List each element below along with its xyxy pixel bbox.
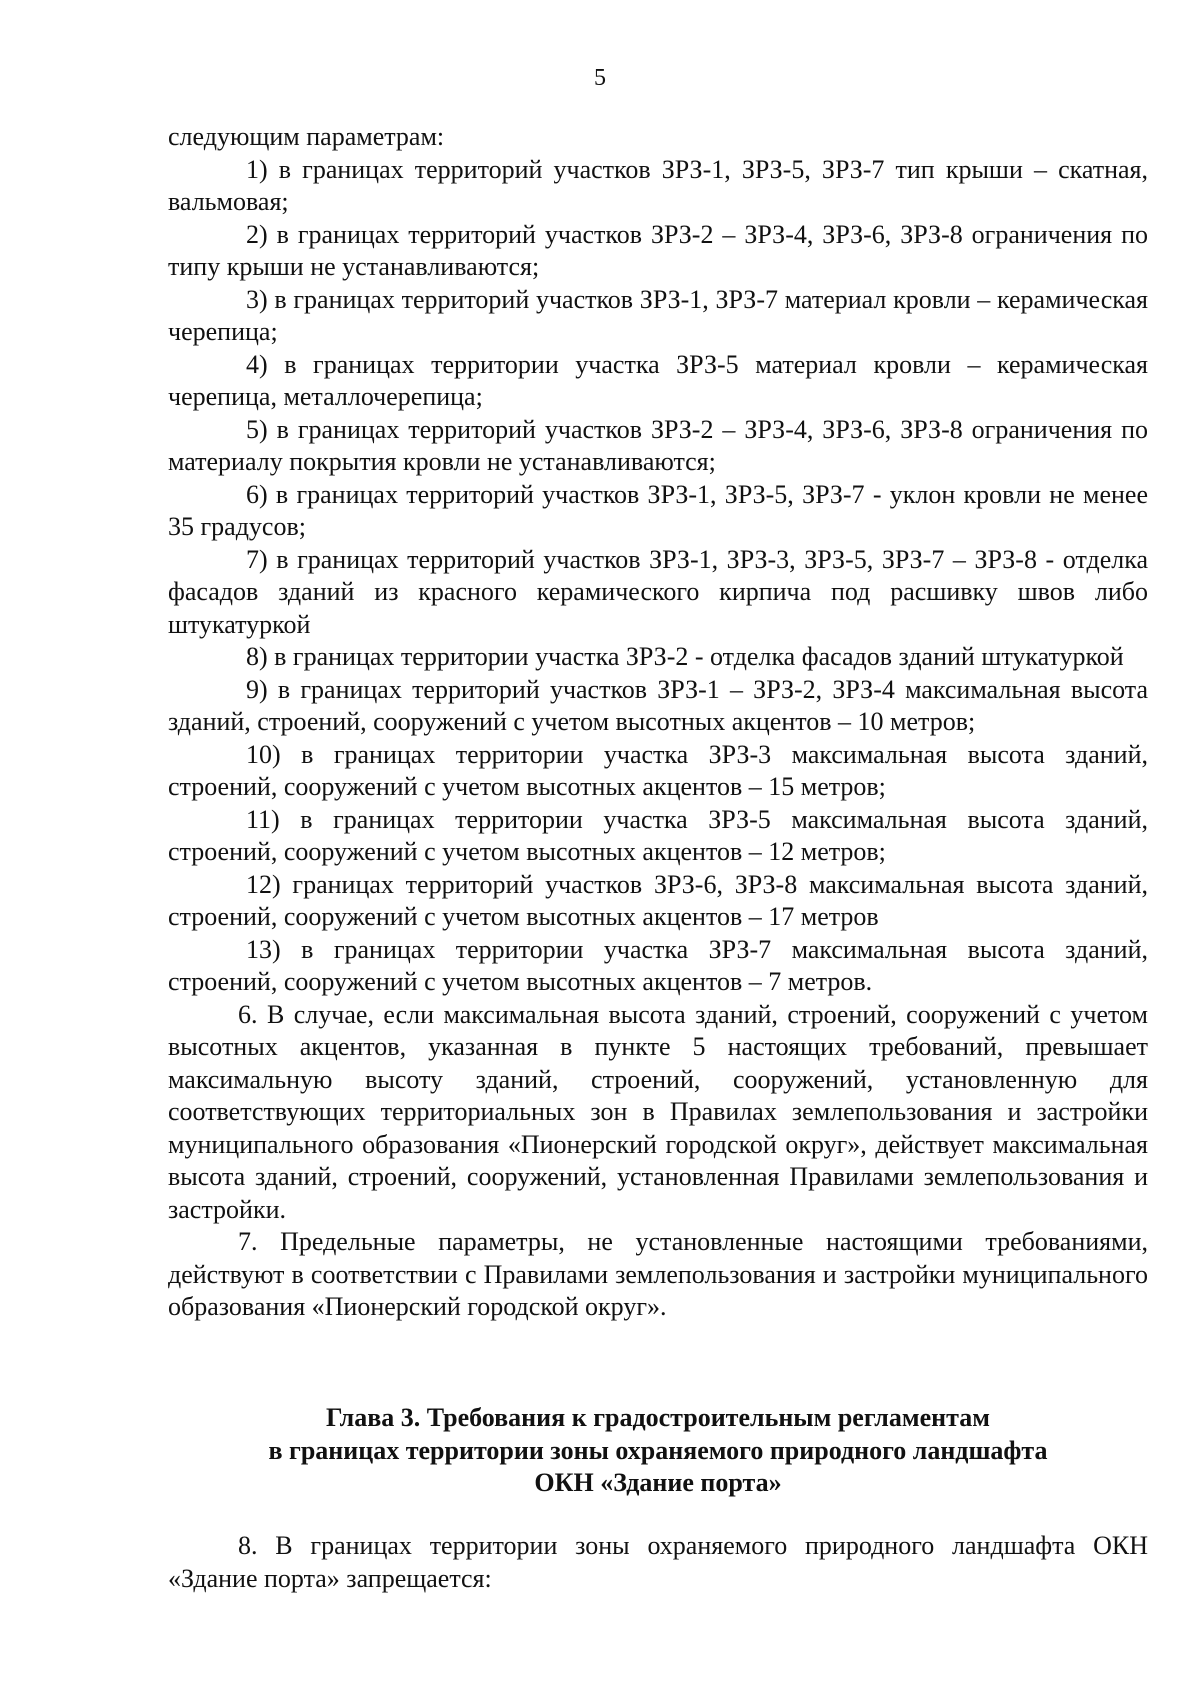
requirements-list bbox=[168, 121, 1148, 1324]
list-item: 9) в границах территорий участков ЗРЗ-1 – ЗРЗ-2, ЗРЗ-4 максимальная высота зданий, строений, сооружений с учетом высотных акцентов – 10 метров; bbox=[168, 674, 1148, 736]
chapter-heading bbox=[168, 1402, 1148, 1500]
page-number: 5 bbox=[594, 65, 606, 91]
chapter-body bbox=[168, 1530, 1148, 1595]
paragraph-8: 8. В границах территории зоны охраняемого природного ландшафта ОКН «Здание порта» запрещается: bbox=[168, 1531, 1148, 1593]
list-item: 11) в границах территории участка ЗРЗ-5 максимальная высота зданий, строений, сооружений с учетом высотных акцентов – 12 метров; bbox=[168, 804, 1148, 866]
list-item: 4) в границах территории участка ЗРЗ-5 материал кровли – керамическая черепица, металлочерепица; bbox=[168, 349, 1148, 411]
list-item: 6) в границах территорий участков ЗРЗ-1, ЗРЗ-5, ЗРЗ-7 - уклон кровли не менее 35 градусов; bbox=[168, 479, 1148, 541]
list-item: 1) в границах территорий участков ЗРЗ-1, ЗРЗ-5, ЗРЗ-7 тип крыши – скатная, вальмовая; bbox=[168, 154, 1148, 216]
list-item: 10) в границах территории участка ЗРЗ-3 максимальная высота зданий, строений, сооружений с учетом высотных акцентов – 15 метров; bbox=[168, 739, 1148, 801]
paragraph-6: 6. В случае, если максимальная высота зданий, строений, сооружений с учетом высотных акцентов, указанная в пункте 5 настоящих требований, превышает максимальную высоту зданий, строений, сооружений, установленную для соответствующих территориальных зон в Правилах землепользования и застройки муниципального образования «Пионерский городской округ», действует максимальная высота зданий, строений, сооружений, установленная Правилами землепользования и застройки. bbox=[168, 999, 1148, 1224]
list-item: 3) в границах территорий участков ЗРЗ-1, ЗРЗ-7 материал кровли – керамическая черепица; bbox=[168, 284, 1148, 346]
paragraph-7: 7. Предельные параметры, не установленные настоящими требованиями, действуют в соответствии с Правилами землепользования и застройки муниципального образования «Пионерский городской округ». bbox=[168, 1227, 1148, 1321]
list-item: 12) границах территорий участков ЗРЗ-6, ЗРЗ-8 максимальная высота зданий, строений, сооружений с учетом высотных акцентов – 17 метров bbox=[168, 869, 1148, 931]
chapter-heading-line: в границах территории зоны охраняемого природного ландшафта bbox=[268, 1435, 1048, 1465]
list-item: 2) в границах территорий участков ЗРЗ-2 – ЗРЗ-4, ЗРЗ-6, ЗРЗ-8 ограничения по типу крыши не устанавливаются; bbox=[168, 219, 1148, 281]
chapter-heading-line: Глава 3. Требования к градостроительным регламентам bbox=[326, 1403, 990, 1432]
list-item: 13) в границах территории участка ЗРЗ-7 максимальная высота зданий, строений, сооружений с учетом высотных акцентов – 7 метров. bbox=[168, 934, 1148, 996]
list-item: 8) в границах территории участка ЗРЗ-2 - отделка фасадов зданий штукатуркой bbox=[246, 642, 1124, 671]
list-item: 7) в границах территорий участков ЗРЗ-1, ЗРЗ-3, ЗРЗ-5, ЗРЗ-7 – ЗРЗ-8 - отделка фасадов зданий из красного керамического кирпича под расшивку швов либо штукатуркой bbox=[168, 544, 1148, 639]
chapter-heading-line: ОКН «Здание порта» bbox=[534, 1468, 782, 1497]
list-item: 5) в границах территорий участков ЗРЗ-2 – ЗРЗ-4, ЗРЗ-6, ЗРЗ-8 ограничения по материалу покрытия кровли не устанавливаются; bbox=[168, 414, 1148, 476]
lead-text: следующим параметрам: bbox=[168, 122, 445, 151]
